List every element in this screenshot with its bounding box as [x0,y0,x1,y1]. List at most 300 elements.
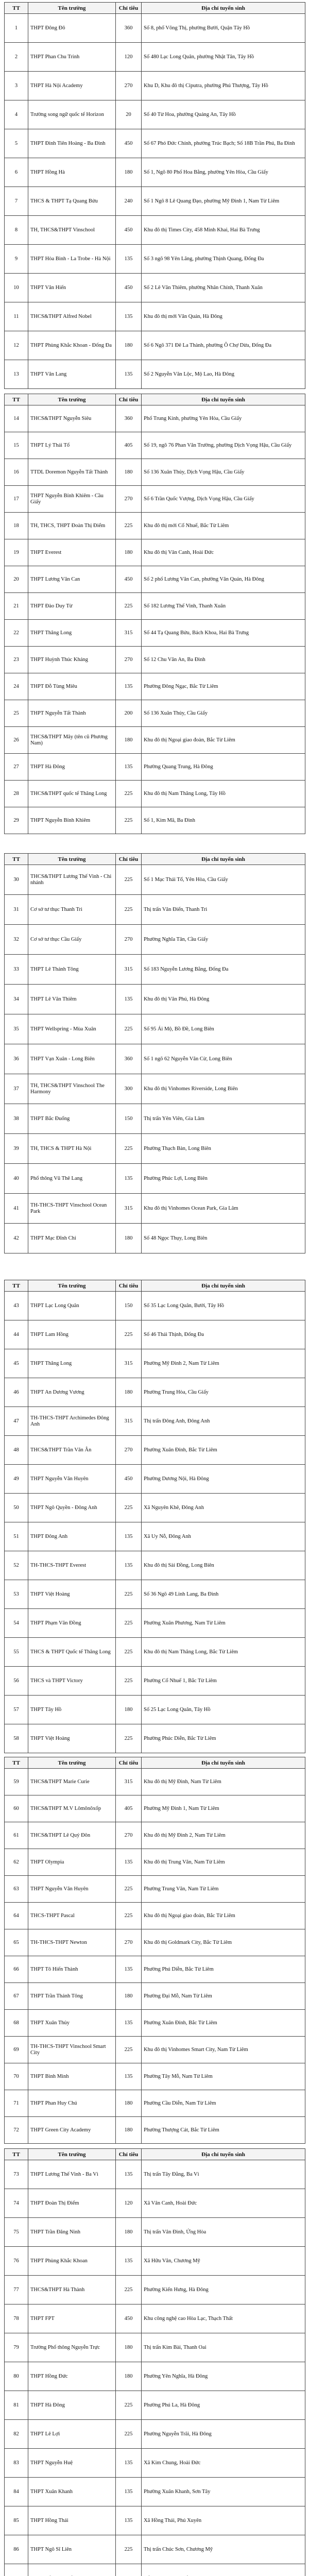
row-number: 50 [5,1494,28,1522]
header-quota: Chỉ tiêu [116,2149,142,2160]
school-name: Trường Phổ thông Nguyễn Trực [28,2333,116,2362]
address-text: Khu đô thị Nam Thăng Long, Bắc Từ Liêm [142,1638,305,1667]
table-row [5,1104,305,1134]
table-row [5,2391,305,2420]
school-name: THPT Nguyễn Tất Thành [28,700,116,727]
table-row [5,754,305,781]
row-number: 37 [5,1074,28,1104]
header-quota: Chỉ tiêu [116,1280,142,1292]
table-row [5,331,305,360]
address-text: Khu đô thị Vân Canh, Hoài Đức [142,539,305,566]
table-row [5,1769,305,1795]
school-table [4,394,305,834]
header-address: Địa chỉ tuyển sinh [142,1280,305,1292]
header-quota: Chỉ tiêu [116,3,142,14]
row-number: 34 [5,985,28,1014]
address-text: Số 6 Trần Quốc Vượng, Dịch Vọng Hậu, Cầu Giấy [142,486,305,513]
school-name: TH, THCS&THPT Vinschool [28,216,116,245]
table-row [5,1134,305,1164]
address-text: Thị trấn Kim Bài, Thanh Oai [142,2333,305,2362]
address-text: Phường Mỹ Đình 1, Nam Từ Liêm [142,1795,305,1822]
table-row [5,216,305,245]
school-name: THPT Bắc Đuống [28,1104,116,1134]
table-row [5,187,305,216]
address-text: Số 44 Tạ Quang Bửu, Bách Khoa, Hai Bà Trưng [142,620,305,647]
school-table-grid [4,1757,305,2144]
table-header-row [5,2149,305,2160]
school-name: THPT Everest [28,539,116,566]
table-row [5,1956,305,1983]
quota-value: 315 [116,1769,142,1795]
quota-value: 180 [116,331,142,360]
row-number: 20 [5,566,28,593]
quota-value: 450 [116,129,142,158]
address-text [142,2564,305,2576]
table-row [5,302,305,331]
header-quota: Chỉ tiêu [116,394,142,405]
row-number: 11 [5,302,28,331]
table-row [5,1724,305,1753]
school-name: THCS&THPT Lê Quý Đôn [28,1822,116,1849]
table-row [5,1580,305,1609]
school-name: THPT Phùng Khắc Khoan - Đống Đa [28,331,116,360]
row-number [5,2564,28,2576]
header-quota: Chỉ tiêu [116,1757,142,1769]
school-name: TH-THCS-THPT Vinschool Ocean Park [28,1194,116,1224]
row-number: 39 [5,1134,28,1164]
table-row [5,360,305,389]
quota-value: 450 [116,274,142,302]
row-number: 64 [5,1903,28,1929]
header-address: Địa chỉ tuyển sinh [142,2149,305,2160]
table-row [5,1849,305,1876]
table-row [5,1407,305,1436]
quota-value: 135 [116,2160,142,2189]
table-row [5,1983,305,2010]
row-number: 59 [5,1769,28,1795]
quota-value: 180 [116,539,142,566]
quota-value: 180 [116,1696,142,1724]
table-row [5,1044,305,1074]
school-name: THCS&THPT Nguyễn Siêu [28,405,116,432]
quota-value: 315 [116,1349,142,1378]
address-text: Phường Trung Hòa, Cầu Giấy [142,1378,305,1407]
school-name: THPT Nguyễn Văn Huyên [28,1465,116,1494]
table-row [5,100,305,129]
quota-value: 225 [116,1903,142,1929]
table-header-row [5,1280,305,1292]
address-text: Số 1 Mạc Thái Tổ, Yên Hòa, Cầu Giấy [142,865,305,895]
row-number: 86 [5,2535,28,2564]
row-number: 2 [5,43,28,72]
row-number: 85 [5,2506,28,2535]
quota-value [116,2564,142,2576]
quota-value: 225 [116,865,142,895]
school-name: THPT Đông Anh [28,1522,116,1551]
row-number: 25 [5,700,28,727]
table-row [5,2333,305,2362]
quota-value: 135 [116,2506,142,2535]
quota-value: 270 [116,1929,142,1956]
school-name: THPT Olympia [28,1849,116,1876]
address-text: Xã Hồng Thái, Phú Xuyên [142,2506,305,2535]
quota-value: 180 [116,1378,142,1407]
row-number: 74 [5,2189,28,2218]
school-name: THCS&THPT Mây (tên cũ Phương Nam) [28,727,116,754]
row-number: 3 [5,72,28,100]
school-name: THPT Hà Đông [28,2391,116,2420]
quota-value: 180 [116,158,142,187]
row-number: 49 [5,1465,28,1494]
school-name: THPT Ngô Sĩ Liên [28,2535,116,2564]
quota-value: 135 [116,360,142,389]
table-row [5,72,305,100]
row-number: 41 [5,1194,28,1224]
address-text: Số 2 phố Lương Văn Can, phường Văn Quán, Hà Đông [142,566,305,593]
school-name: THPT Trần Thánh Tông [28,1983,116,2010]
address-text: Khu đô thị Ngoại giao đoàn, Bắc Từ Liêm [142,1903,305,1929]
address-text: Số 183 Nguyễn Lương Bằng, Đống Đa [142,955,305,985]
address-text: Thị trấn Chúc Sơn, Chương Mỹ [142,2535,305,2564]
address-text: Số 40 Từ Hoa, phường Quảng An, Tây Hồ [142,100,305,129]
school-table [4,2148,305,2576]
row-number: 47 [5,1407,28,1436]
table-header-row [5,394,305,405]
quota-value: 135 [116,245,142,274]
quota-value: 270 [116,1436,142,1465]
quota-value: 225 [116,2420,142,2449]
address-text: Số 1 Ngõ 8 Lê Quang Đạo, phường Mỹ Đình 1, Nam Từ Liêm [142,187,305,216]
school-table [4,1757,305,2144]
quota-value: 180 [116,2117,142,2144]
school-name: THCS&THPT quốc tế Thăng Long [28,781,116,807]
header-school-name: Tên trường [28,1757,116,1769]
table-row [5,2276,305,2304]
row-number: 67 [5,1983,28,2010]
school-name: THPT Phan Huy Chú [28,2090,116,2117]
school-name: THCS và THPT Victory [28,1667,116,1696]
row-number: 24 [5,673,28,700]
row-number: 82 [5,2420,28,2449]
address-text: Phường Xuân Đỉnh, Bắc Từ Liêm [142,2010,305,2037]
table-row [5,1609,305,1638]
quota-value: 225 [116,1638,142,1667]
school-name: THPT Xuân Khanh [28,2478,116,2506]
school-name: THPT Hòa Bình - La Trobe - Hà Nội [28,245,116,274]
address-text: Số 35 Lạc Long Quân, Bưởi, Tây Hồ [142,1292,305,1320]
quota-value: 225 [116,2276,142,2304]
address-text: Phường Đông Ngạc, Bắc Từ Liêm [142,673,305,700]
address-text: Phường Mỹ Đình 2, Nam Từ Liêm [142,1349,305,1378]
table-row [5,1551,305,1580]
address-text: Phường Phúc Diễn, Bắc Từ Liêm [142,1724,305,1753]
address-text: Khu đô thị Mỹ Đình 2, Nam Từ Liêm [142,1822,305,1849]
quota-value: 225 [116,1667,142,1696]
address-text: Khu đô thị mới Cổ Nhuế, Bắc Từ Liêm [142,513,305,539]
row-number: 45 [5,1349,28,1378]
school-name: THPT Văn Hiến [28,274,116,302]
school-name: Phổ thông Vũ Thê Lang [28,1164,116,1194]
address-text: Khu đô thị Mỹ Đình, Nam Từ Liêm [142,1769,305,1795]
school-name: THPT Thăng Long [28,620,116,647]
quota-value: 120 [116,2189,142,2218]
header-address: Địa chỉ tuyển sinh [142,854,305,865]
row-number: 40 [5,1164,28,1194]
school-name: THPT Lương Văn Can [28,566,116,593]
row-number: 26 [5,727,28,754]
table-header-row [5,3,305,14]
table-row [5,2506,305,2535]
table-row [5,1696,305,1724]
header-tt: TT [5,854,28,865]
row-number: 66 [5,1956,28,1983]
school-name: THPT Phạm Văn Đồng [28,1609,116,1638]
table-row [5,2090,305,2117]
table-row [5,1638,305,1667]
row-number: 12 [5,331,28,360]
row-number: 16 [5,459,28,486]
table-row [5,895,305,925]
table-row [5,1164,305,1194]
table-row [5,274,305,302]
school-name: THPT Đào Duy Từ [28,593,116,620]
table-row [5,539,305,566]
school-table [4,2,305,389]
school-name: THPT Lương Thế Vinh - Ba Vì [28,2160,116,2189]
quota-value: 240 [116,187,142,216]
quota-value: 225 [116,1014,142,1044]
row-number: 42 [5,1224,28,1253]
address-text: Thị trấn Yên Viên, Gia Lâm [142,1104,305,1134]
row-number: 70 [5,2063,28,2090]
address-text: Phường Xuân Khanh, Sơn Tây [142,2478,305,2506]
school-name: THPT Hồng Thái [28,2506,116,2535]
quota-value: 180 [116,2218,142,2247]
school-name: THPT Tây Hồ [28,1696,116,1724]
address-text: Thị trấn Tây Đằng, Ba Vì [142,2160,305,2189]
address-text: Phường Phú La, Hà Đông [142,2391,305,2420]
school-name: THPT Hồng Hà [28,158,116,187]
school-name: TH-THCS-THPT Newton [28,1929,116,1956]
quota-value: 225 [116,1494,142,1522]
quota-value: 225 [116,2037,142,2063]
quota-value: 180 [116,2362,142,2391]
quota-value: 315 [116,955,142,985]
table-row [5,1349,305,1378]
school-table-grid [4,394,305,834]
school-name: THPT Wellspring - Mùa Xuân [28,1014,116,1044]
table-row [5,1436,305,1465]
table-row [5,43,305,72]
quota-value: 405 [116,1795,142,1822]
row-number: 30 [5,865,28,895]
address-text: Khu đô thị Ngoại giao đoàn, Bắc Từ Liêm [142,727,305,754]
school-name: THPT Hà Đông [28,754,116,781]
quota-value: 225 [116,2535,142,2564]
address-text: Số 1 ngõ 62 Nguyễn Văn Cừ, Long Biên [142,1044,305,1074]
school-name: THPT Văn Lang [28,360,116,389]
row-number: 57 [5,1696,28,1724]
school-name: THPT Việt Hoàng [28,1724,116,1753]
school-name: THCS & THPT Quốc tế Thăng Long [28,1638,116,1667]
school-name: THPT Đinh Tiên Hoàng - Ba Đình [28,129,116,158]
school-name: TH-THCS-THPT Everest [28,1551,116,1580]
address-text: Khu công nghệ cao Hòa Lạc, Thạch Thất [142,2304,305,2333]
quota-value: 225 [116,895,142,925]
row-number: 8 [5,216,28,245]
address-text: Phường Đại Mỗ, Nam Từ Liêm [142,1983,305,2010]
row-number: 83 [5,2449,28,2478]
row-number: 77 [5,2276,28,2304]
address-text: Số 48 Ngọc Thụy, Long Biên [142,1224,305,1253]
quota-value: 450 [116,1465,142,1494]
table-row [5,673,305,700]
school-name: THPT Xuân Thủy [28,2010,116,2037]
address-text: Khu đô thị Trung Văn, Nam Từ Liêm [142,1849,305,1876]
school-name: THPT An Dương Vương [28,1378,116,1407]
header-tt: TT [5,2149,28,2160]
school-table [4,1280,305,1753]
quota-value: 225 [116,1724,142,1753]
address-text: Số 95 Ái Mộ, Bồ Đề, Long Biên [142,1014,305,1044]
school-table-grid [4,2,305,389]
header-tt: TT [5,3,28,14]
row-number: 75 [5,2218,28,2247]
school-name: THPT Phùng Khắc Khoan [28,2247,116,2276]
table-row [5,925,305,955]
school-name: THPT Huỳnh Thúc Kháng [28,647,116,673]
header-address: Địa chỉ tuyển sinh [142,1757,305,1769]
row-number: 46 [5,1378,28,1407]
address-text: Phường Thạch Bàn, Long Biên [142,1134,305,1164]
address-text: Phường Xuân Đỉnh, Bắc Từ Liêm [142,1436,305,1465]
address-text: Khu đô thị Văn Phú, Hà Đông [142,985,305,1014]
address-text: Phường Phúc Lợi, Long Biên [142,1164,305,1194]
table-row [5,2218,305,2247]
table-header-row [5,854,305,865]
row-number: 76 [5,2247,28,2276]
quota-value: 300 [116,1074,142,1104]
address-text: Số 480 Lạc Long Quân, phường Nhật Tân, Tây Hồ [142,43,305,72]
row-number: 22 [5,620,28,647]
school-name: THPT Thăng Long [28,1349,116,1378]
table-row [5,2117,305,2144]
address-text: Số 12 Chu Văn An, Ba Đình [142,647,305,673]
table-row [5,1320,305,1349]
quota-value: 135 [116,1551,142,1580]
school-table-grid [4,853,305,1253]
school-name: THCS-THPT Pascal [28,1903,116,1929]
row-number: 33 [5,955,28,985]
address-text: Số 6 Ngõ 371 Đê La Thành, phường Ô Chợ Dừa, Đống Đa [142,331,305,360]
row-number: 48 [5,1436,28,1465]
school-name: THPT Lam Hồng [28,1320,116,1349]
quota-value: 135 [116,1522,142,1551]
address-text: Phường Quang Trung, Hà Đông [142,754,305,781]
address-text: Khu đô thị Vinhomes Smart City, Nam Từ Liêm [142,2037,305,2063]
quota-value: 225 [116,807,142,834]
table-row [5,158,305,187]
address-text: Khu đô thị Times City, 458 Minh Khai, Hai Bà Trưng [142,216,305,245]
header-school-name: Tên trường [28,854,116,865]
school-name: THCS&THPT M.V Lômônôxốp [28,1795,116,1822]
header-school-name: Tên trường [28,1280,116,1292]
address-text: Số 25 Lạc Long Quân, Tây Hồ [142,1696,305,1724]
school-name: THCS&THPT Alfred Nobel [28,302,116,331]
address-text: Số 136 Xuân Thủy, Cầu Giấy [142,700,305,727]
school-name: THCS&THPT Hà Thành [28,2276,116,2304]
table-row [5,14,305,43]
table-row [5,245,305,274]
school-name: THPT Tô Hiến Thành [28,1956,116,1983]
quota-value: 135 [116,673,142,700]
quota-value: 270 [116,72,142,100]
table-row [5,2564,305,2576]
school-name: Cơ sở tư thục Thanh Trì [28,895,116,925]
quota-value: 150 [116,1292,142,1320]
address-text: Phường Yên Nghĩa, Hà Đông [142,2362,305,2391]
address-text: Xã Uy Nỗ, Đông Anh [142,1522,305,1551]
table-row [5,1795,305,1822]
row-number: 73 [5,2160,28,2189]
school-name: THPT Bình Minh [28,2063,116,2090]
row-number: 53 [5,1580,28,1609]
table-row [5,865,305,895]
row-number: 81 [5,2391,28,2420]
table-row [5,2362,305,2391]
school-name: THPT Việt Hoàng [28,1580,116,1609]
table-row [5,2449,305,2478]
quota-value: 120 [116,43,142,72]
table-row [5,1929,305,1956]
address-text: Xã Hữu Văn, Chương Mỹ [142,2247,305,2276]
school-table-grid [4,2148,305,2576]
quota-value: 315 [116,620,142,647]
row-number: 27 [5,754,28,781]
table-row [5,807,305,834]
address-text: Xã Vân Canh, Hoài Đức [142,2189,305,2218]
school-name: THCS&THPT Marie Curie [28,1769,116,1795]
quota-value: 180 [116,459,142,486]
quota-value: 270 [116,925,142,955]
row-number: 58 [5,1724,28,1753]
table-row [5,955,305,985]
row-number: 9 [5,245,28,274]
quota-value: 200 [116,700,142,727]
table-row [5,405,305,432]
school-name: THPT Hồng Đức [28,2362,116,2391]
row-number: 29 [5,807,28,834]
header-quota: Chỉ tiêu [116,854,142,865]
address-text: Phường Phú Diễn, Bắc Từ Liêm [142,1956,305,1983]
row-number: 35 [5,1014,28,1044]
table-row [5,1465,305,1494]
quota-value: 135 [116,985,142,1014]
address-text: Phường Nghĩa Tân, Cầu Giấy [142,925,305,955]
quota-value: 135 [116,1849,142,1876]
address-text: Phường Dương Nội, Hà Đông [142,1465,305,1494]
school-name: THPT Đông Đô [28,14,116,43]
table-row [5,1822,305,1849]
quota-value: 225 [116,1876,142,1903]
address-text: Xã Kim Chung, Hoài Đức [142,2449,305,2478]
quota-value: 450 [116,566,142,593]
quota-value: 270 [116,486,142,513]
quota-value: 135 [116,2063,142,2090]
row-number: 23 [5,647,28,673]
row-number: 52 [5,1551,28,1580]
row-number: 62 [5,1849,28,1876]
